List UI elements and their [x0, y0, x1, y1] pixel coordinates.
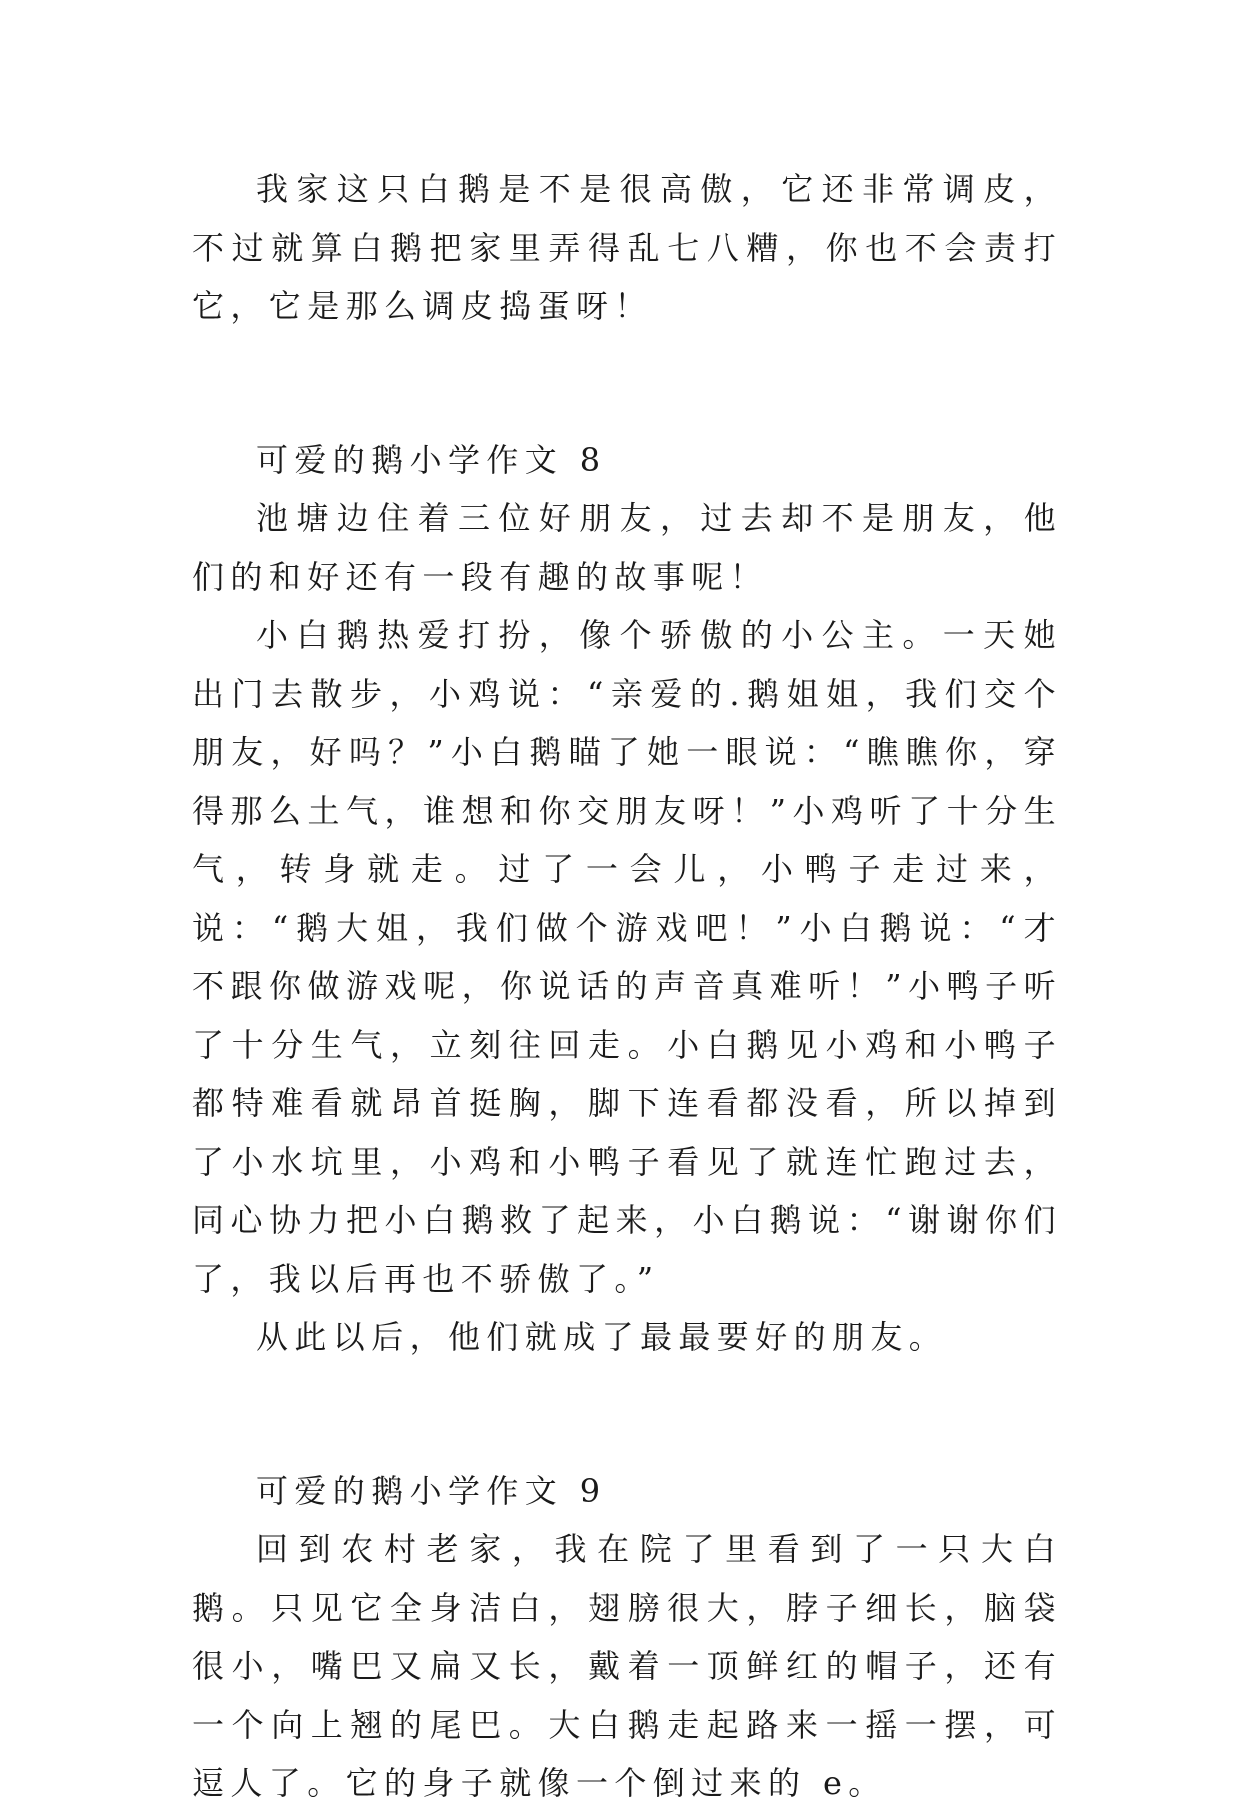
- section-spacer: [192, 1367, 1062, 1462]
- section-heading-8: 可爱的鹅小学作文 8: [256, 440, 607, 479]
- paragraph: 从此以后，他们就成了最最要好的朋友。: [256, 1318, 948, 1356]
- intro-paragraph: 我家这只白鹅是不是很高傲，它还非常调皮，不过就算白鹅把家里弄得乱七八糟，你也不会责打它，它是那么调皮捣蛋呀！: [192, 170, 1062, 325]
- paragraph: 小白鹅热爱打扮，像个骄傲的小公主。一天她出门去散步，小鸡说：“亲爱的.鹅姐姐，我们交个朋友，好吗？”小白鹅瞄了她一眼说：“瞧瞧你，穿得那么土气，谁想和你交朋友呀！”小鸡听了十分生气，转身就走。过了一会儿，小鸭子走过来，说：“鹅大姐，我们做个游戏吧！”小白鹅说：“才不跟你做游戏呢，你说话的声音真难听！”小鸭子听了十分生气，立刻往回走。小白鹅见小鸡和小鸭子都特难看就昂首挺胸，脚下连看都没看，所以掉到了小水坑里，小鸡和小鸭子看见了就连忙跑过去，同心协力把小白鹅救了起来，小白鹅说：“谢谢你们了，我以后再也不骄傲了。”: [192, 616, 1062, 1298]
- section-spacer: [192, 336, 1062, 431]
- paragraph: 池塘边住着三位好朋友，过去却不是朋友，他们的和好还有一段有趣的故事呢！: [192, 499, 1062, 596]
- paragraph: 回到农村老家，我在院了里看到了一只大白鹅。只见它全身洁白，翅膀很大，脖子细长，脑袋很小，嘴巴又扁又长，戴着一顶鲜红的帽子，还有一个向上翘的尾巴。大白鹅走起路来一摇一摆，可逗人了。它的身子就像一个倒过来的 e。: [192, 1530, 1062, 1802]
- section-heading-9: 可爱的鹅小学作文 9: [256, 1471, 607, 1510]
- document-body: [192, 160, 1062, 1813]
